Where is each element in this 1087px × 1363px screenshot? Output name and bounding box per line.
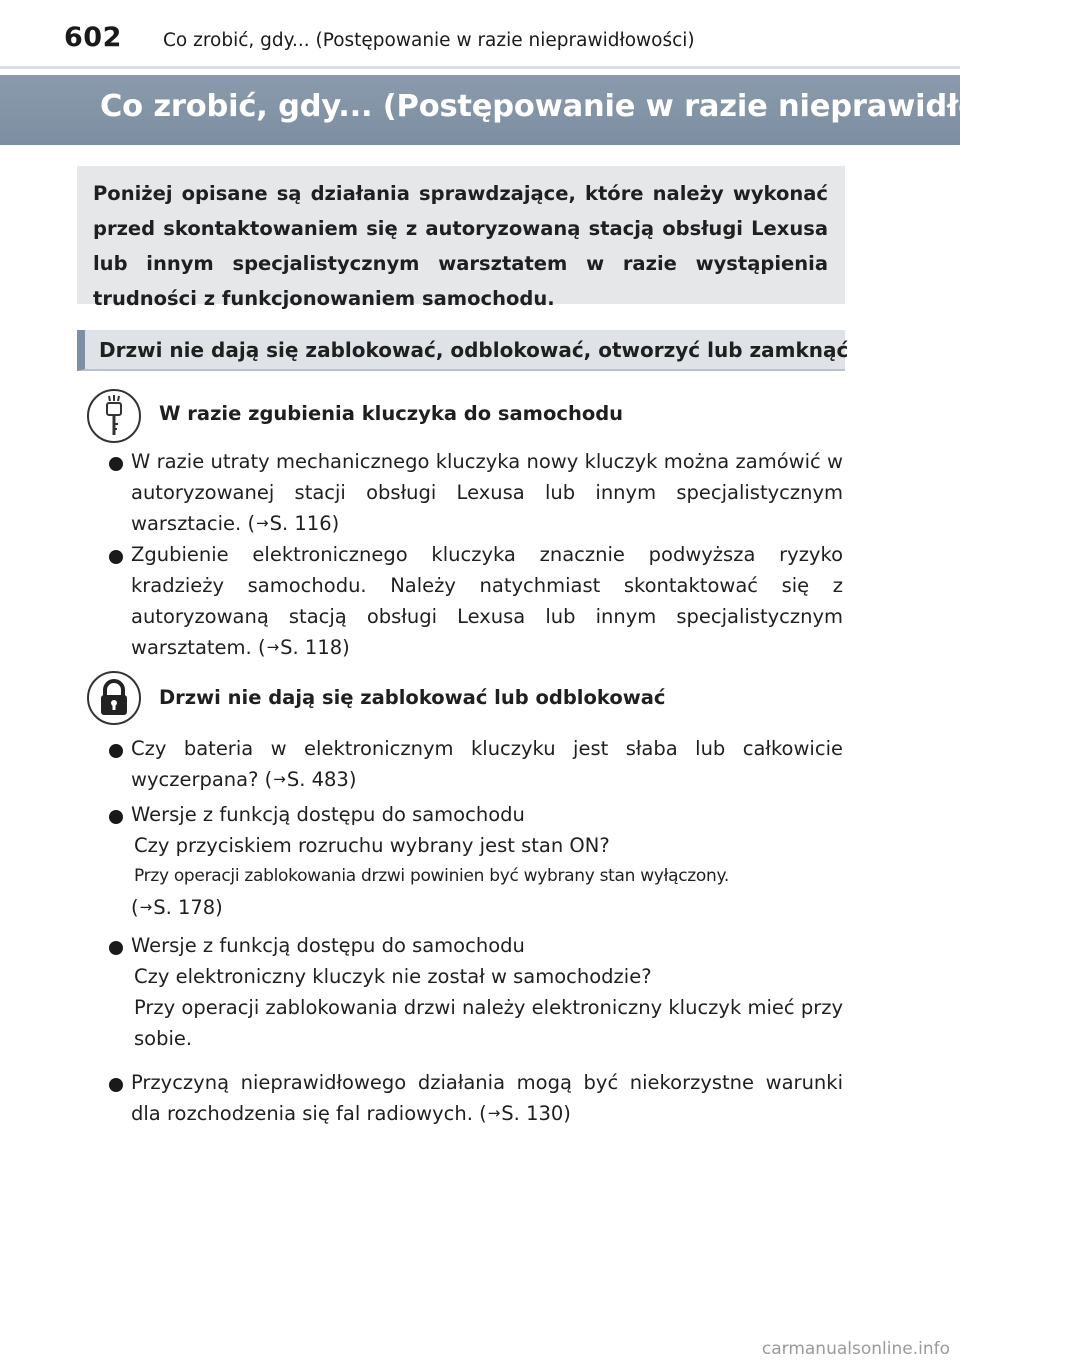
page-title: Co zrobić, gdy... (Postępowanie w razie nieprawidłowości) bbox=[100, 89, 1087, 124]
watermark: carmanualsonline.info bbox=[761, 1339, 950, 1359]
bullet bbox=[109, 1078, 123, 1092]
bullet bbox=[109, 941, 123, 955]
bullet-text: Wersje z funkcją dostępu do samochodu Czy przyciskiem rozruchu wybrany jest stan ON? Przy operacji zablokowania drzwi powinien być wybrany stan wyłączony. (→S. 178) bbox=[131, 803, 729, 919]
section-title: Drzwi nie dają się zablokować, odblokować, otworzyć lub zamknąć bbox=[99, 338, 849, 362]
bullet-text: W razie utraty mechanicznego kluczyka nowy kluczyk można zamówić w autoryzowanej stacji obsługi Lexusa lub innym specjalistycznym warsztacie. (→S. 116) bbox=[131, 450, 843, 535]
bullet bbox=[109, 744, 123, 758]
page-number: 602 bbox=[64, 22, 122, 53]
lock-icon bbox=[86, 670, 142, 726]
header-divider bbox=[0, 66, 960, 69]
sub-heading-lost-key: W razie zgubienia kluczyka do samochodu bbox=[159, 402, 624, 425]
bullet-text: Czy bateria w elektronicznym kluczyku jest słaba lub całkowicie wyczerpana? (→S. 483) bbox=[131, 737, 843, 791]
bullet bbox=[109, 550, 123, 564]
key-icon bbox=[86, 388, 142, 444]
bullet bbox=[109, 457, 123, 471]
intro-text: Poniżej opisane są działania sprawdzające, które należy wykonać przed skontaktowaniem się z autoryzowaną stacją obsługi Lexusa lub innym specjalistycznym warsztatem w razie wystąpienia trudności z funkcjonowaniem samochodu. bbox=[93, 182, 828, 310]
running-head: Co zrobić, gdy... (Postępowanie w razie nieprawidłowości) bbox=[163, 30, 695, 51]
page-header bbox=[0, 0, 960, 66]
bullet-text: Wersje z funkcją dostępu do samochodu Czy elektroniczny kluczyk nie został w samochodzie? Przy operacji zablokowania drzwi należy elektroniczny kluczyk mieć przy sobie. bbox=[131, 934, 843, 1050]
sub-heading-lock: Drzwi nie dają się zablokować lub odblokować bbox=[159, 686, 666, 709]
bullet-text: Przyczyną nieprawidłowego działania mogą być niekorzystne warunki dla rozchodzenia się fal radiowych. (→S. 130) bbox=[131, 1071, 843, 1125]
bullet bbox=[109, 810, 123, 824]
bullet-text: Zgubienie elektronicznego kluczyka znacznie podwyższa ryzyko kradzieży samochodu. Należy natychmiast skontaktować się z autoryzowaną stacją obsługi Lexusa lub innym specjalistycznym warsztatem. (→S. 118) bbox=[131, 543, 843, 659]
